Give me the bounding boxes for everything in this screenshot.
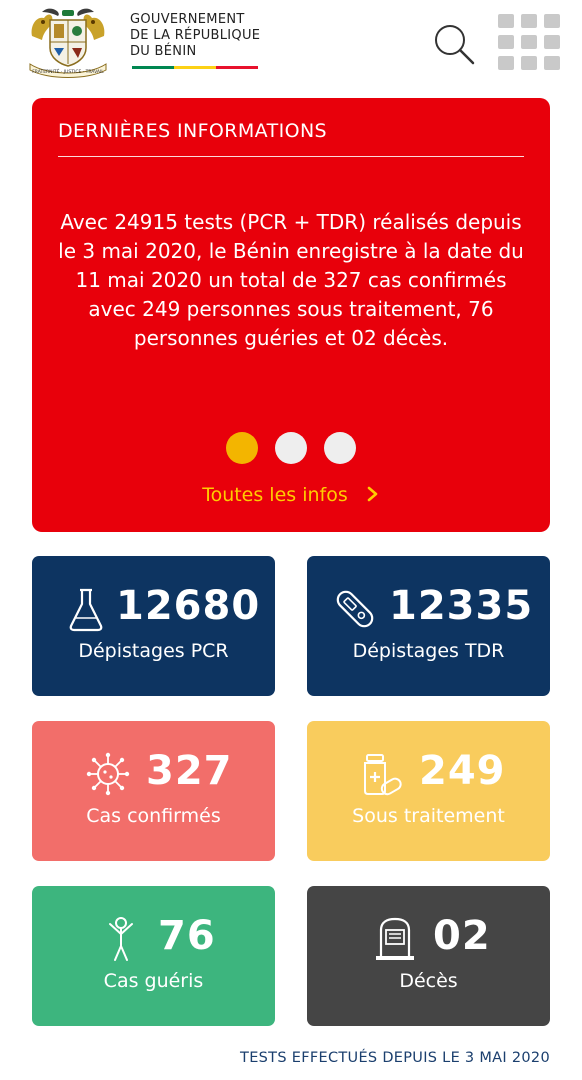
apps-menu-button[interactable] (498, 14, 560, 74)
carousel-dot-1[interactable] (226, 432, 258, 464)
flag-green (132, 66, 174, 69)
gov-line-2: DE LA RÉPUBLIQUE (130, 28, 261, 43)
stat-tile-pcr[interactable] (32, 556, 275, 696)
chevron-right-icon (366, 486, 380, 502)
tdr-label: Dépistages TDR (352, 640, 505, 662)
search-icon (432, 22, 476, 66)
confirmed-value: 327 (146, 748, 233, 794)
search-button[interactable] (432, 22, 476, 66)
rapid-test-icon (335, 586, 375, 632)
deaths-value: 02 (433, 913, 491, 959)
recovered-label: Cas guéris (103, 970, 204, 992)
deaths-label: Décès (399, 970, 458, 992)
gov-line-1: GOUVERNEMENT (130, 12, 245, 27)
logo-motto: FRATERNITÉ · JUSTICE · TRAVAIL (32, 70, 104, 75)
footer-note: TESTS EFFECTUÉS DEPUIS LE 3 MAI 2020 (240, 1050, 550, 1066)
medicine-icon (359, 751, 403, 797)
stat-tile-deaths[interactable] (307, 886, 550, 1026)
coat-of-arms-logo[interactable] (28, 6, 108, 78)
treatment-value: 249 (419, 748, 506, 794)
confirmed-label: Cas confirmés (86, 805, 221, 827)
news-card[interactable] (32, 98, 550, 532)
tdr-value: 12335 (389, 583, 534, 629)
carousel-dot-2[interactable] (275, 432, 307, 464)
virus-icon (86, 751, 130, 797)
stat-tile-confirmed[interactable] (32, 721, 275, 861)
news-heading: DERNIÈRES INFORMATIONS (58, 120, 328, 142)
stat-tile-recovered[interactable] (32, 886, 275, 1026)
pcr-label: Dépistages PCR (78, 640, 229, 662)
stat-tile-tdr[interactable] (307, 556, 550, 696)
all-news-label: Toutes les infos (202, 484, 348, 506)
carousel-indicator (32, 432, 550, 464)
recovered-value: 76 (158, 913, 216, 959)
person-icon (106, 916, 136, 962)
news-text: Avec 24915 tests (PCR + TDR) réalisés depuis le 3 mai 2020, le Bénin enregistre à la date du 11 mai 2020 un total de 327 cas confirmés avec 249 personnes sous traitement, 76 personnes guéries et 02 décès. (58, 210, 524, 350)
apps-grid-icon (498, 14, 514, 28)
flag-color-bar (132, 66, 258, 69)
government-title (130, 12, 260, 60)
flag-yellow (174, 66, 216, 69)
divider (58, 156, 524, 157)
carousel-dot-3[interactable] (324, 432, 356, 464)
flask-icon (66, 586, 106, 632)
all-news-link[interactable] (32, 484, 550, 506)
pcr-value: 12680 (116, 583, 261, 629)
gov-line-3: DU BÉNIN (130, 44, 197, 59)
stat-tile-treatment[interactable] (307, 721, 550, 861)
flag-red (216, 66, 258, 69)
treatment-label: Sous traitement (352, 805, 505, 827)
gravestone-icon (373, 916, 417, 962)
header (0, 0, 582, 90)
